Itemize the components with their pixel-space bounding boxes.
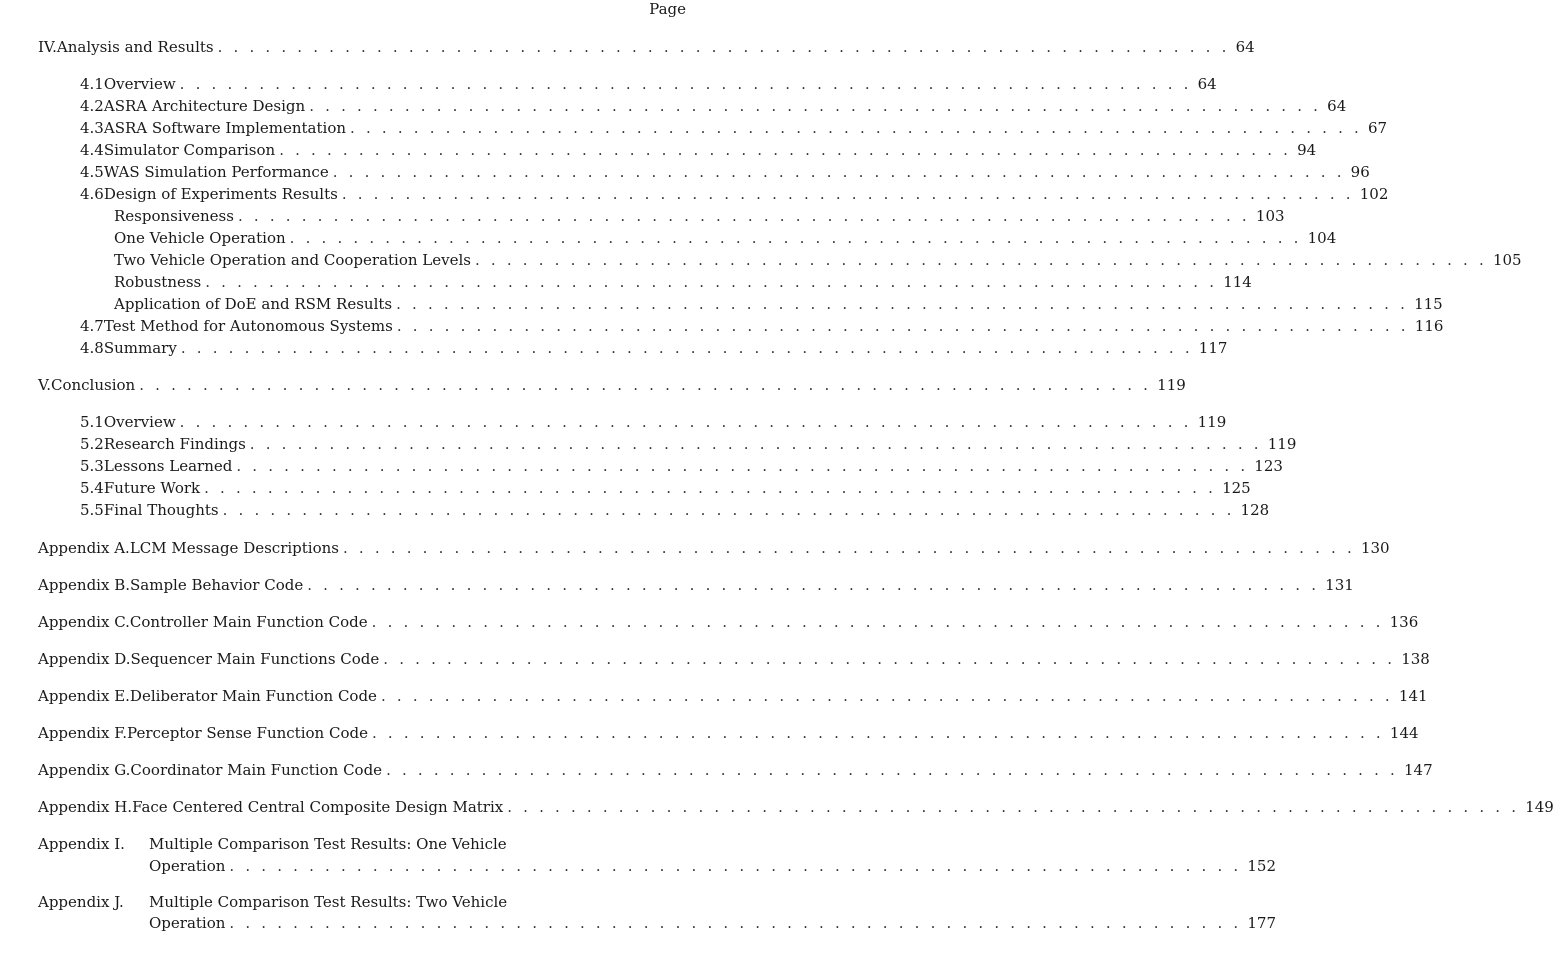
toc-entry-appendix-e[interactable] <box>38 686 1428 706</box>
leader-dots: . . . . . . . . . . . . . . . . . . . . . . . . . . . . . . . . . . . . . . . . . . . . . . . . . . . . . . . . . . . . . . . . <box>371 613 1384 631</box>
leader-dots: . . . . . . . . . . . . . . . . . . . . . . . . . . . . . . . . . . . . . . . . . . . . . . . . . . . . . . . . . . . . . . . . <box>229 914 1242 932</box>
chapter-number: IV. <box>38 38 57 56</box>
appendix-label: Appendix D. <box>38 650 131 668</box>
leader-dots: . . . . . . . . . . . . . . . . . . . . . . . . . . . . . . . . . . . . . . . . . . . . . . . . . . . . . . . . . . . . . . . . <box>237 207 1250 225</box>
page-number: 123 <box>1254 457 1283 475</box>
appendix-title: Controller Main Function Code <box>129 613 368 631</box>
leader-dots: . . . . . . . . . . . . . . . . . . . . . . . . . . . . . . . . . . . . . . . . . . . . . . . . . . . . . . . . . . . . . . . . <box>386 761 1399 779</box>
toc-entry-appendix-g[interactable] <box>38 760 1433 780</box>
leader-dots: . . . . . . . . . . . . . . . . . . . . . . . . . . . . . . . . . . . . . . . . . . . . . . . . . . . . . . . . . . . . . . . . <box>229 857 1242 875</box>
appendix-title: Perceptor Sense Function Code <box>127 724 368 742</box>
section-number: 5.5 <box>80 501 104 519</box>
subsection-title: One Vehicle Operation <box>114 229 286 247</box>
appendix-label: Appendix I. <box>38 835 125 853</box>
toc-entry-section[interactable] <box>80 184 1389 204</box>
section-number: 4.6 <box>80 185 104 203</box>
page-number: 119 <box>1157 376 1186 394</box>
leader-dots: . . . . . . . . . . . . . . . . . . . . . . . . . . . . . . . . . . . . . . . . . . . . . . . . . . . . . . . . . . . . . . . . <box>396 317 1409 335</box>
section-title: Summary <box>103 339 177 357</box>
page-number: 138 <box>1401 650 1430 668</box>
leader-dots: . . . . . . . . . . . . . . . . . . . . . . . . . . . . . . . . . . . . . . . . . . . . . . . . . . . . . . . . . . . . . . . . <box>139 376 1152 394</box>
page-number: 96 <box>1350 163 1370 181</box>
toc-entry-chapter-5[interactable] <box>38 375 1186 395</box>
toc-entry-section[interactable] <box>80 118 1388 138</box>
page-number: 119 <box>1197 413 1227 431</box>
leader-dots: . . . . . . . . . . . . . . . . . . . . . . . . . . . . . . . . . . . . . . . . . . . . . . . . . . . . . . . . . . . . . . . . <box>179 75 1192 93</box>
page-number: 144 <box>1389 724 1419 742</box>
section-number: 5.1 <box>80 413 104 431</box>
subsection-title: Responsiveness <box>114 207 234 225</box>
section-title: Simulator Comparison <box>103 141 276 159</box>
toc-entry-appendix-d[interactable] <box>38 649 1430 669</box>
page-number: 67 <box>1367 119 1388 137</box>
toc-entry-section[interactable] <box>80 412 1227 432</box>
page-number: 128 <box>1240 501 1270 519</box>
toc-entry-appendix-f[interactable] <box>38 723 1419 743</box>
leader-dots: . . . . . . . . . . . . . . . . . . . . . . . . . . . . . . . . . . . . . . . . . . . . . . . . . . . . . . . . . . . . . . . . <box>204 479 1217 497</box>
appendix-title: LCM Message Descriptions <box>129 539 339 557</box>
leader-dots: . . . . . . . . . . . . . . . . . . . . . . . . . . . . . . . . . . . . . . . . . . . . . . . . . . . . . . . . . . . . . . . . <box>289 229 1302 247</box>
toc-entry-appendix-c[interactable] <box>38 612 1419 632</box>
page-number: 119 <box>1267 435 1297 453</box>
page-number: 152 <box>1247 857 1276 875</box>
toc-entry-section[interactable] <box>80 434 1297 454</box>
section-number: 5.4 <box>80 479 104 497</box>
toc-entry-section[interactable] <box>80 478 1251 498</box>
appendix-title: Sample Behavior Code <box>130 576 304 594</box>
leader-dots: . . . . . . . . . . . . . . . . . . . . . . . . . . . . . . . . . . . . . . . . . . . . . . . . . . . . . . . . . . . . . . . . <box>236 457 1249 475</box>
appendix-title: Face Centered Central Composite Design Matrix <box>132 798 504 816</box>
section-title: Research Findings <box>103 435 246 453</box>
section-number: 5.3 <box>80 457 104 475</box>
page-number: 103 <box>1255 207 1285 225</box>
toc-entry-subsection[interactable] <box>114 294 1443 314</box>
toc-entry-section[interactable] <box>80 74 1217 94</box>
section-number: 4.8 <box>80 339 104 357</box>
toc-entry-section[interactable] <box>80 338 1228 358</box>
toc-entry-appendix-a[interactable] <box>38 538 1390 558</box>
leader-dots: . . . . . . . . . . . . . . . . . . . . . . . . . . . . . . . . . . . . . . . . . . . . . . . . . . . . . . . . . . . . . . . . <box>332 163 1345 181</box>
toc-entry-appendix-i[interactable] <box>149 856 1276 876</box>
subsection-title: Two Vehicle Operation and Cooperation Levels <box>114 251 471 269</box>
subsection-title: Application of DoE and RSM Results <box>114 295 393 313</box>
appendix-title: Coordinator Main Function Code <box>130 761 383 779</box>
page-number: 141 <box>1398 687 1428 705</box>
leader-dots: . . . . . . . . . . . . . . . . . . . . . . . . . . . . . . . . . . . . . . . . . . . . . . . . . . . . . . . . . . . . . . . . <box>507 798 1520 816</box>
section-title: WAS Simulation Performance <box>103 163 329 181</box>
page-number: 102 <box>1359 185 1389 203</box>
appendix-title-line2: Operation <box>149 857 226 875</box>
toc-entry-subsection[interactable] <box>114 206 1285 226</box>
page-number: 177 <box>1247 914 1276 932</box>
appendix-label: Appendix E. <box>38 687 130 705</box>
leader-dots: . . . . . . . . . . . . . . . . . . . . . . . . . . . . . . . . . . . . . . . . . . . . . . . . . . . . . . . . . . . . . . . . <box>396 295 1409 313</box>
toc-entry-subsection[interactable] <box>114 272 1252 292</box>
leader-dots: . . . . . . . . . . . . . . . . . . . . . . . . . . . . . . . . . . . . . . . . . . . . . . . . . . . . . . . . . . . . . . . . <box>343 539 1355 557</box>
toc-entry-section[interactable] <box>80 316 1444 336</box>
appendix-label: Appendix B. <box>38 576 130 594</box>
appendix-label: Appendix C. <box>38 613 130 631</box>
page-number: 94 <box>1297 141 1317 159</box>
leader-dots: . . . . . . . . . . . . . . . . . . . . . . . . . . . . . . . . . . . . . . . . . . . . . . . . . . . . . . . . . . . . . . . . <box>217 38 1230 56</box>
subsection-title: Robustness <box>114 273 202 291</box>
page-number: 125 <box>1222 479 1251 497</box>
section-number: 4.5 <box>80 163 104 181</box>
chapter-title: Conclusion <box>50 376 136 394</box>
appendix-title: Deliberator Main Function Code <box>129 687 377 705</box>
section-number: 5.2 <box>80 435 104 453</box>
appendix-title: Sequencer Main Functions Code <box>130 650 380 668</box>
page-number: 117 <box>1198 339 1228 357</box>
section-number: 4.2 <box>80 97 104 115</box>
leader-dots: . . . . . . . . . . . . . . . . . . . . . . . . . . . . . . . . . . . . . . . . . . . . . . . . . . . . . . . . . . . . . . . . <box>179 413 1192 431</box>
leader-dots: . . . . . . . . . . . . . . . . . . . . . . . . . . . . . . . . . . . . . . . . . . . . . . . . . . . . . . . . . . . . . . . . <box>383 650 1396 668</box>
leader-dots: . . . . . . . . . . . . . . . . . . . . . . . . . . . . . . . . . . . . . . . . . . . . . . . . . . . . . . . . . . . . . . . . <box>180 339 1193 357</box>
page-number: 116 <box>1414 317 1444 335</box>
leader-dots: . . . . . . . . . . . . . . . . . . . . . . . . . . . . . . . . . . . . . . . . . . . . . . . . . . . . . . . . . . . . . . . . <box>222 501 1235 519</box>
leader-dots: . . . . . . . . . . . . . . . . . . . . . . . . . . . . . . . . . . . . . . . . . . . . . . . . . . . . . . . . . . . . . . . . <box>309 97 1322 115</box>
page-number: 136 <box>1389 613 1419 631</box>
leader-dots: . . . . . . . . . . . . . . . . . . . . . . . . . . . . . . . . . . . . . . . . . . . . . . . . . . . . . . . . . . . . . . . . <box>279 141 1292 159</box>
section-number: 4.7 <box>80 317 104 335</box>
appendix-label: Appendix H. <box>38 798 133 816</box>
section-number: 4.4 <box>80 141 104 159</box>
section-title: Final Thoughts <box>103 501 219 519</box>
leader-dots: . . . . . . . . . . . . . . . . . . . . . . . . . . . . . . . . . . . . . . . . . . . . . . . . . . . . . . . . . . . . . . . . <box>205 273 1218 291</box>
toc-entry-section[interactable] <box>80 96 1347 116</box>
leader-dots: . . . . . . . . . . . . . . . . . . . . . . . . . . . . . . . . . . . . . . . . . . . . . . . . . . . . . . . . . . . . . . . . <box>350 119 1362 137</box>
toc-entry-appendix-b[interactable] <box>38 575 1354 595</box>
chapter-number: V. <box>38 376 51 394</box>
page-number: 130 <box>1360 539 1390 557</box>
appendix-title-line2: Operation <box>149 914 226 932</box>
appendix-title-line1[interactable]: Multiple Comparison Test Results: One Vehicle <box>149 835 507 853</box>
leader-dots: . . . . . . . . . . . . . . . . . . . . . . . . . . . . . . . . . . . . . . . . . . . . . . . . . . . . . . . . . . . . . . . . <box>380 687 1393 705</box>
toc-entry-subsection[interactable] <box>114 228 1337 248</box>
section-title: Future Work <box>103 479 201 497</box>
page-number: 104 <box>1307 229 1337 247</box>
page-number: 149 <box>1525 798 1554 816</box>
page-number: 64 <box>1197 75 1217 93</box>
appendix-label: Appendix G. <box>38 761 131 779</box>
section-title: Lessons Learned <box>103 457 233 475</box>
page-column-header: Page <box>649 0 686 18</box>
toc-entry-appendix-h[interactable] <box>38 797 1554 817</box>
section-number: 4.1 <box>80 75 104 93</box>
leader-dots: . . . . . . . . . . . . . . . . . . . . . . . . . . . . . . . . . . . . . . . . . . . . . . . . . . . . . . . . . . . . . . . . <box>475 251 1487 269</box>
toc-entry-section[interactable] <box>80 456 1283 476</box>
toc-entry-section[interactable] <box>80 140 1317 160</box>
page-number: 147 <box>1404 761 1433 779</box>
page-number: 64 <box>1327 97 1347 115</box>
leader-dots: . . . . . . . . . . . . . . . . . . . . . . . . . . . . . . . . . . . . . . . . . . . . . . . . . . . . . . . . . . . . . . . . <box>249 435 1262 453</box>
section-title: Test Method for Autonomous Systems <box>103 317 393 335</box>
chapter-title: Analysis and Results <box>56 38 214 56</box>
toc-entry-section[interactable] <box>80 162 1370 182</box>
page-number: 64 <box>1235 38 1255 56</box>
toc-entry-subsection[interactable] <box>114 250 1522 270</box>
page-number: 114 <box>1223 273 1252 291</box>
section-title: Overview <box>103 75 176 93</box>
leader-dots: . . . . . . . . . . . . . . . . . . . . . . . . . . . . . . . . . . . . . . . . . . . . . . . . . . . . . . . . . . . . . . . . <box>341 185 1354 203</box>
page-number: 115 <box>1414 295 1443 313</box>
section-number: 4.3 <box>80 119 104 137</box>
section-title: ASRA Architecture Design <box>103 97 306 115</box>
leader-dots: . . . . . . . . . . . . . . . . . . . . . . . . . . . . . . . . . . . . . . . . . . . . . . . . . . . . . . . . . . . . . . . . <box>307 576 1320 594</box>
toc-entry-section[interactable] <box>80 500 1270 520</box>
section-title: Design of Experiments Results <box>103 185 338 203</box>
appendix-label: Appendix J. <box>38 893 124 911</box>
leader-dots: . . . . . . . . . . . . . . . . . . . . . . . . . . . . . . . . . . . . . . . . . . . . . . . . . . . . . . . . . . . . . . . . <box>371 724 1384 742</box>
appendix-label: Appendix F. <box>38 724 128 742</box>
page-number: 131 <box>1325 576 1354 594</box>
section-title: Overview <box>103 413 176 431</box>
appendix-label: Appendix A. <box>38 539 130 557</box>
appendix-title-line1[interactable]: Multiple Comparison Test Results: Two Vehicle <box>149 893 508 911</box>
toc-entry-chapter-4[interactable] <box>38 37 1255 57</box>
toc-entry-appendix-j[interactable] <box>149 913 1276 933</box>
page-number: 105 <box>1492 251 1522 269</box>
section-title: ASRA Software Implementation <box>103 119 347 137</box>
